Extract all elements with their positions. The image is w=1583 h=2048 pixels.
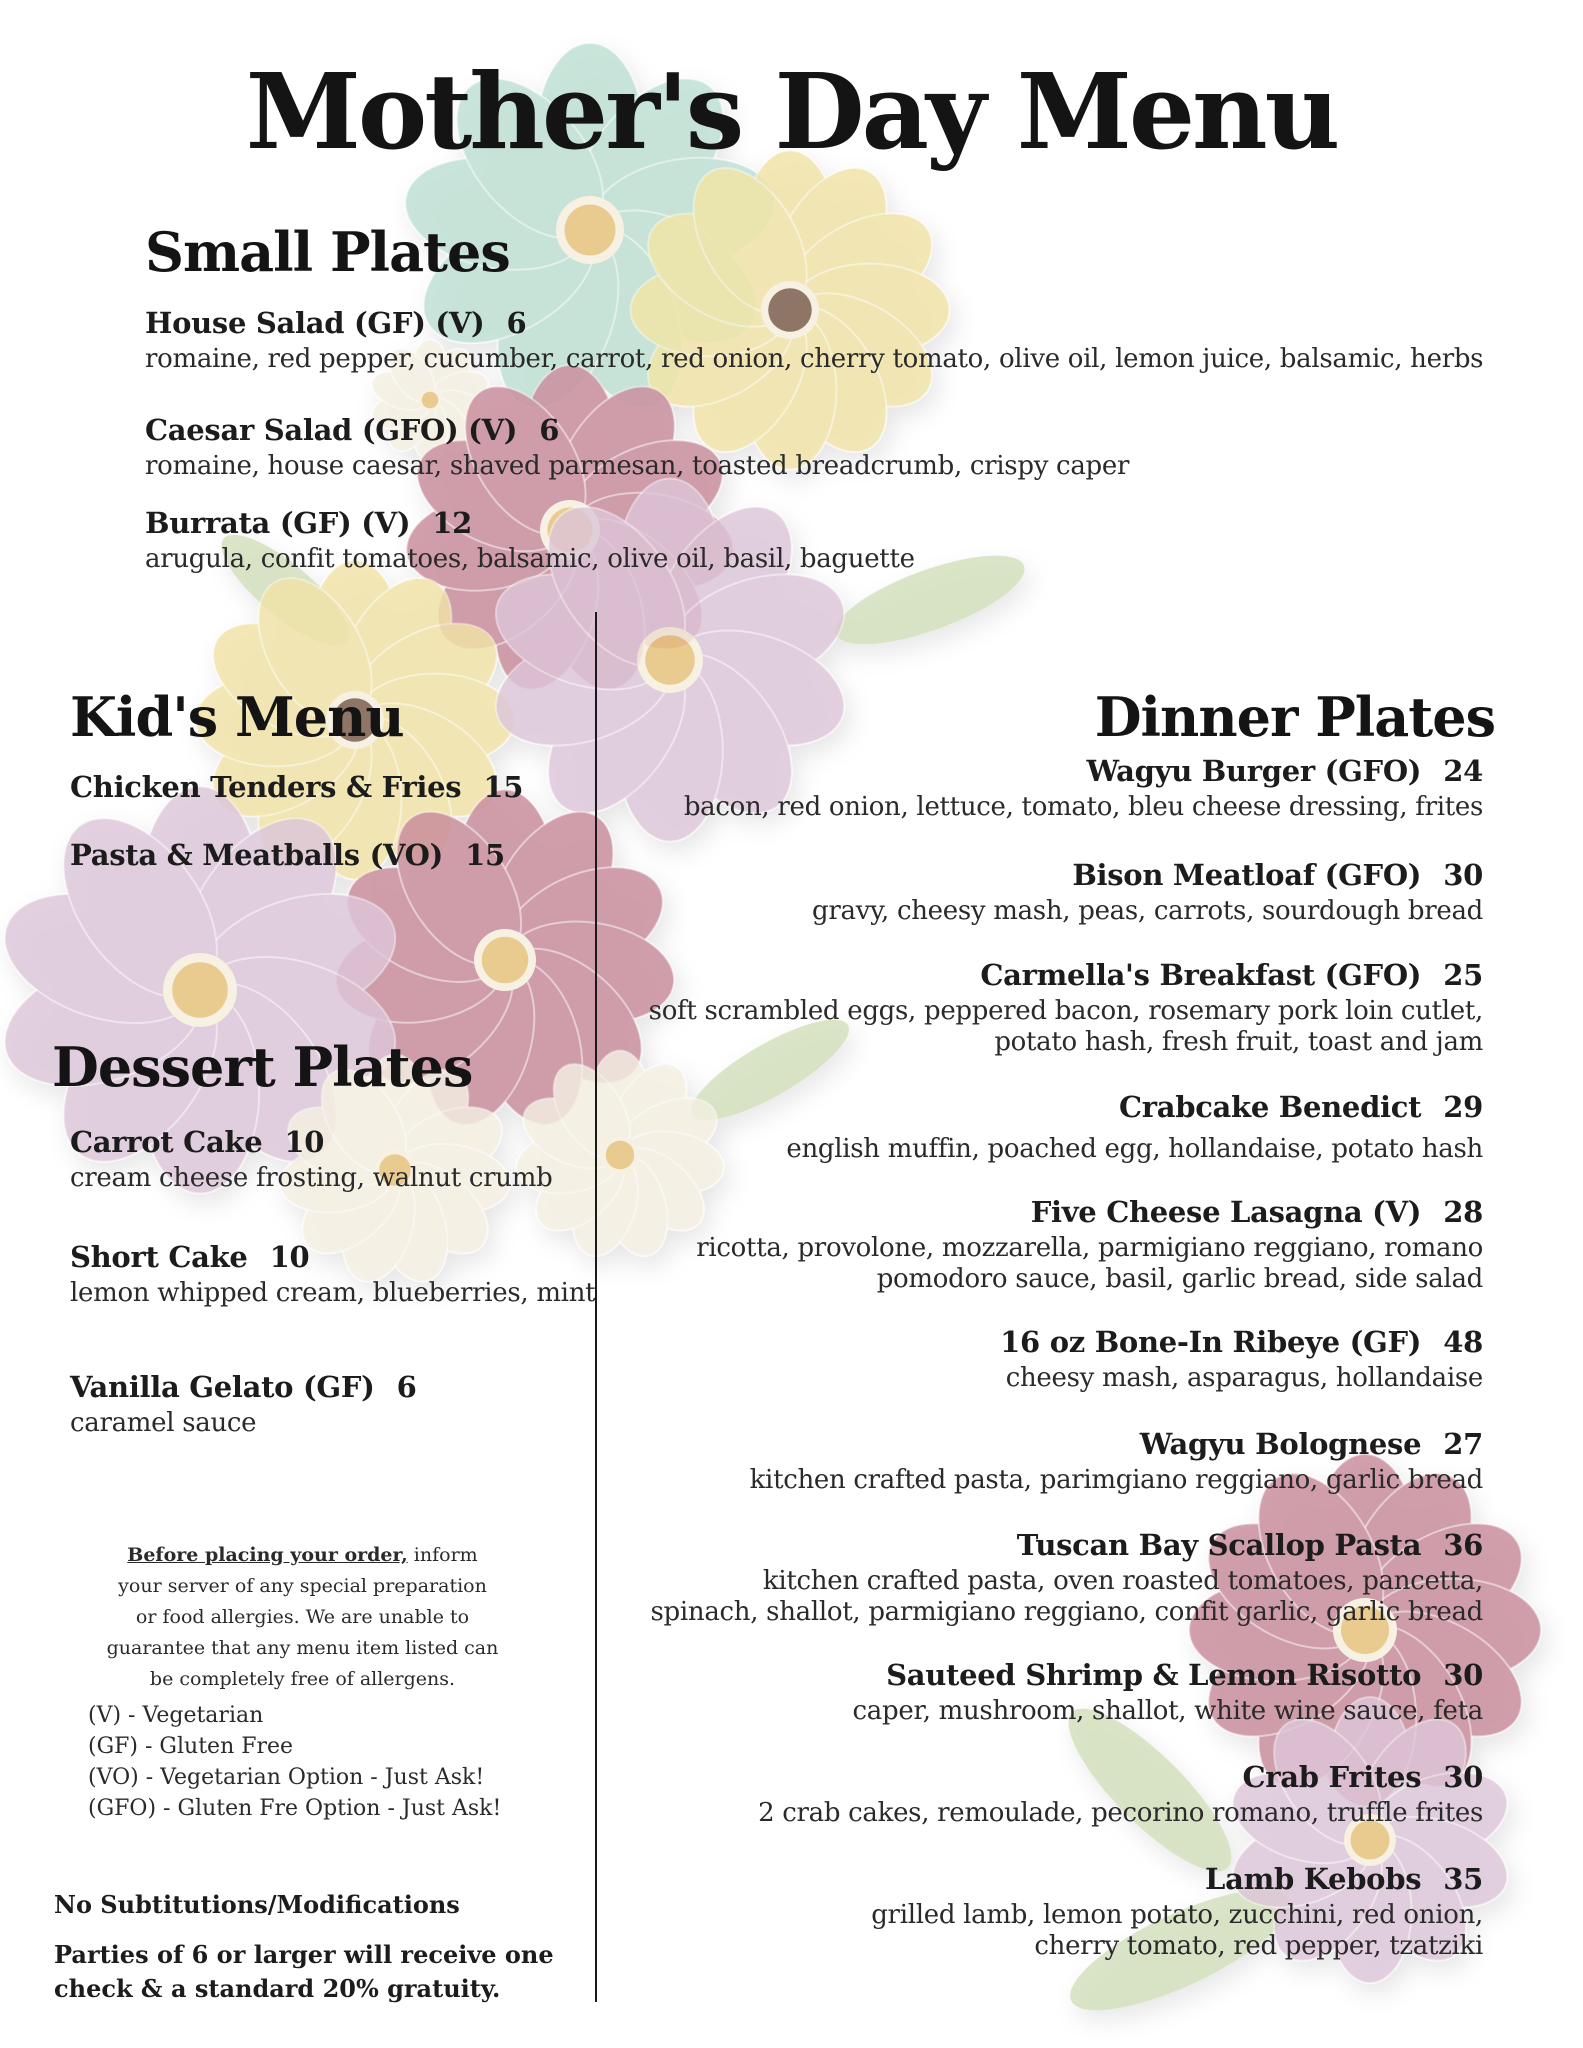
menu-item [70,1240,595,1309]
item-price: 35 [1443,1862,1483,1896]
item-description: cheesy mash, asparagus, hollandaise [1005,1363,1483,1393]
item-price: 36 [1443,1528,1483,1562]
item-description: gravy, cheesy mash, peas, carrots, sourdough bread [812,896,1483,926]
menu-title: Mother's Day Menu [245,50,1338,173]
item-price: 12 [432,506,473,540]
item-name: House Salad (GF) (V) [145,306,485,340]
item-description: 2 crab cakes, remoulade, pecorino romano, truffle frites [758,1798,1483,1828]
small-plates-heading: Small Plates [145,220,510,284]
menu-item [750,1427,1483,1496]
menu-item [853,1658,1483,1727]
legend-entry: (GF) - Gluten Free [88,1734,294,1759]
item-name: Short Cake [70,1240,248,1274]
item-description: kitchen crafted pasta, oven roasted tomatoes, pancetta, [762,1566,1483,1596]
no-substitutions-note: No Subtitutions/Modifications [54,1890,460,1919]
item-name: Crab Frites [1242,1760,1422,1794]
notice-body: inform your server of any special preparation or food allergies. We are unable to guarantee that any menu item listed can be completely free of allergens. [106,1544,499,1690]
item-description: lemon whipped cream, blueberries, mint [70,1278,596,1308]
item-price: 6 [396,1370,417,1404]
menu-item [70,1125,552,1194]
item-description: arugula, confit tomatoes, balsamic, olive oil, basil, baguette [145,544,915,574]
menu-item [786,1090,1483,1165]
item-name: Bison Meatloaf (GFO) [1072,858,1422,892]
legend-entry: (GFO) - Gluten Fre Option - Just Ask! [88,1796,502,1821]
gratuity-note [54,1938,554,2006]
dessert-plates-heading: Dessert Plates [52,1035,473,1099]
item-name: 16 oz Bone-In Ribeye (GF) [1000,1325,1422,1359]
gratuity-line: check & a standard 20% gratuity. [54,1974,501,2003]
item-description: cherry tomato, red pepper, tzatziki [1034,1931,1483,1961]
item-price: 30 [1443,858,1483,892]
item-description: bacon, red onion, lettuce, tomato, bleu cheese dressing, frites [683,792,1483,822]
item-description: kitchen crafted pasta, parimgiano reggiano, garlic bread [749,1465,1483,1495]
item-name: Vanilla Gelato (GF) [70,1370,375,1404]
item-price: 6 [506,306,527,340]
item-name: Burrata (GF) (V) [145,506,411,540]
item-description: cream cheese frosting, walnut crumb [70,1163,553,1193]
item-name: Wagyu Burger (GFO) [1086,754,1422,788]
item-description: pomodoro sauce, basil, garlic bread, side salad [876,1264,1483,1294]
menu-item [649,958,1483,1058]
legend-entry: (V) - Vegetarian [88,1703,264,1728]
dietary-legend [88,1700,501,1824]
item-price: 28 [1443,1195,1483,1229]
item-name: Lamb Kebobs [1205,1862,1422,1896]
item-price: 27 [1443,1427,1483,1461]
item-description: ricotta, provolone, mozzarella, parmigiano reggiano, romano [696,1233,1483,1263]
item-name: Sauteed Shrimp & Lemon Risotto [886,1658,1422,1692]
item-description: caper, mushroom, shallot, white wine sauce, feta [852,1696,1483,1726]
kids-menu-heading: Kid's Menu [70,685,404,749]
menu-item [145,413,1129,482]
menu-item [145,506,915,575]
item-name: Caesar Salad (GFO) (V) [145,413,518,447]
item-name: Tuscan Bay Scallop Pasta [1016,1528,1422,1562]
item-description: potato hash, fresh fruit, toast and jam [994,1027,1483,1057]
menu-item [70,838,505,872]
item-price: 10 [284,1125,325,1159]
item-name: Carmella's Breakfast (GFO) [980,958,1422,992]
item-price: 30 [1443,1658,1483,1692]
menu-item [145,306,1483,375]
item-name: Wagyu Bolognese [1139,1427,1422,1461]
menu-item [70,770,523,804]
menu-item [871,1862,1483,1962]
menu-item [651,1528,1484,1628]
item-price: 30 [1443,1760,1483,1794]
item-price: 48 [1443,1325,1483,1359]
item-name: Crabcake Benedict [1118,1090,1422,1124]
menu-item [684,754,1483,823]
menu-item [758,1760,1483,1829]
menu-item [812,858,1483,927]
menu-item [696,1195,1483,1295]
item-description: english muffin, poached egg, hollandaise, potato hash [786,1134,1483,1164]
item-price: 15 [465,838,505,872]
item-description: romaine, house caesar, shaved parmesan, toasted breadcrumb, crispy caper [145,451,1130,481]
allergen-notice [105,1540,500,1695]
item-description: soft scrambled eggs, peppered bacon, rosemary pork loin cutlet, [648,996,1483,1026]
item-price: 29 [1443,1090,1483,1124]
item-price: 10 [269,1240,310,1274]
column-divider [595,612,597,2002]
item-name: Pasta & Meatballs (VO) [70,838,444,872]
item-description: romaine, red pepper, cucumber, carrot, red onion, cherry tomato, olive oil, lemon juice, balsamic, herbs [145,344,1484,374]
item-description: caramel sauce [70,1408,257,1438]
item-price: 25 [1443,958,1483,992]
item-description: spinach, shallot, parmigiano reggiano, confit garlic, garlic bread [650,1597,1483,1627]
gratuity-line: Parties of 6 or larger will receive one [54,1940,554,1969]
item-name: Five Cheese Lasagna (V) [1030,1195,1422,1229]
menu-item [1000,1325,1483,1394]
item-price: 24 [1443,754,1483,788]
notice-lead: Before placing your order, [127,1544,408,1566]
item-name: Chicken Tenders & Fries [70,770,462,804]
menu-item [70,1370,417,1439]
item-price: 15 [483,770,524,804]
item-name: Carrot Cake [70,1125,263,1159]
item-price: 6 [539,413,560,447]
item-description: grilled lamb, lemon potato, zucchini, red onion, [871,1900,1483,1930]
legend-entry: (VO) - Vegetarian Option - Just Ask! [88,1765,485,1790]
dinner-plates-heading: Dinner Plates [1094,685,1495,749]
